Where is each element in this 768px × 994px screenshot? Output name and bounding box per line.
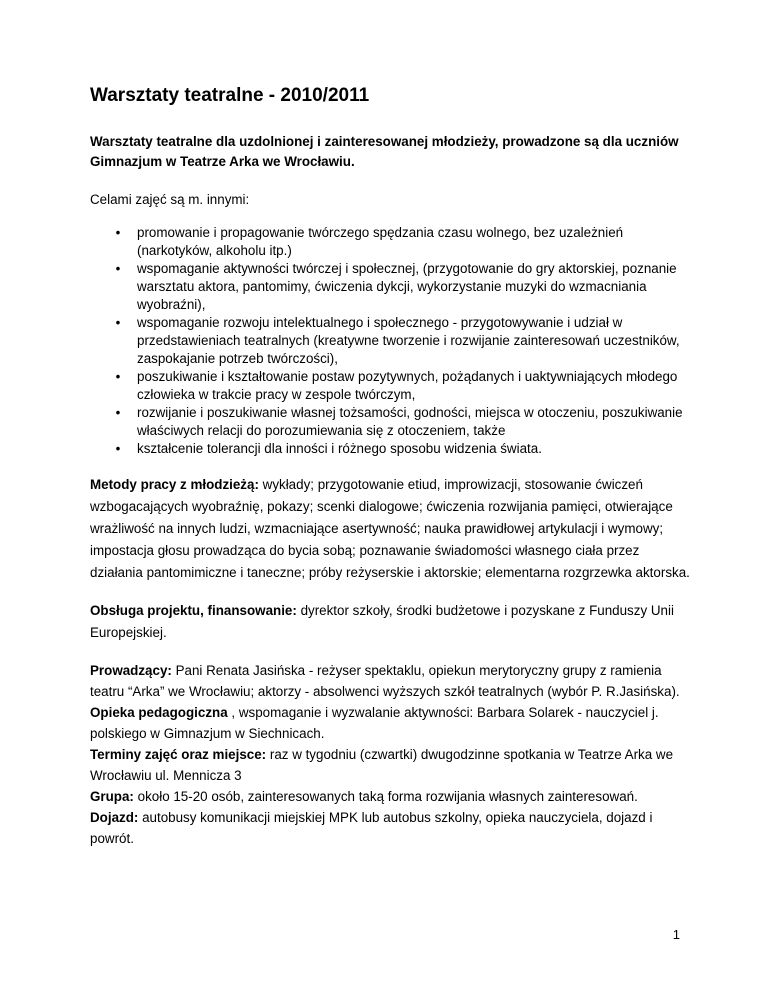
- care-label: Opieka pedagogiczna: [90, 705, 228, 720]
- funding-label: Obsługa projektu, finansowanie:: [90, 603, 297, 618]
- goals-lead: Celami zajęć są m. innymi:: [90, 192, 250, 207]
- methods-label: Metody pracy z młodzieżą:: [90, 477, 259, 492]
- schedule-label: Terminy zajęć oraz miejsce:: [90, 747, 267, 762]
- bullet-icon: •: [115, 369, 121, 384]
- list-item-text: rozwijanie i poszukiwanie własnej tożsamości, godności, miejsca w otoczeniu, poszukiwanie właściwych relacji do porozumiewania się z otoczeniem, także: [137, 405, 683, 438]
- list-item: [90, 260, 690, 314]
- commute-text: autobusy komunikacji miejskiej MPK lub autobus szkolny, opieka nauczyciela, dojazd i powrót.: [90, 810, 653, 846]
- care-text: , wspomaganie i wyzwalanie aktywności: Barbara Solarek - nauczyciel j. polskiego w Gimnazjum w Siechnicach.: [90, 705, 659, 741]
- bullet-icon: •: [115, 441, 121, 456]
- bullet-icon: •: [115, 261, 121, 276]
- list-item: [90, 440, 690, 458]
- leaders-text: Pani Renata Jasińska - reżyser spektaklu, opiekun merytoryczny grupy z ramienia teatru “Arka” we Wrocławiu; aktorzy - absolwenci wyższych szkół teatralnych (wybór P. R.Jasińska).: [90, 663, 680, 699]
- schedule-paragraph: [90, 744, 690, 786]
- list-item-text: wspomaganie aktywności twórczej i społecznej, (przygotowanie do gry aktorskiej, poznanie warsztatu aktora, pantomimy, ćwiczenia dykcji, wykorzystanie muzyki do wzmacniania wyobraźni),: [137, 261, 677, 312]
- group-label: Grupa:: [90, 789, 134, 804]
- bullet-icon: •: [115, 405, 121, 420]
- list-item: [90, 368, 690, 404]
- methods-paragraph: [90, 474, 690, 584]
- list-item-text: poszukiwanie i kształtowanie postaw pozytywnych, pożądanych i uaktywniających młodego człowieka w trakcie pracy w zespole twórczym,: [137, 369, 678, 402]
- list-item-text: kształcenie tolerancji dla inności i różnego sposobu widzenia świata.: [137, 441, 542, 456]
- goals-list: [90, 224, 690, 458]
- list-item: [90, 314, 690, 368]
- bullet-icon: •: [115, 225, 121, 240]
- document-title: Warsztaty teatralne - 2010/2011: [90, 85, 370, 106]
- group-paragraph: [90, 786, 690, 807]
- list-item-text: promowanie i propagowanie twórczego spędzania czasu wolnego, bez uzależnień (narkotyków, alkoholu itp.): [137, 225, 624, 258]
- care-paragraph: [90, 702, 690, 744]
- methods-text: wykłady; przygotowanie etiud, improwizacji, stosowanie ćwiczeń wzbogacających wyobraźnię, pokazy; scenki dialogowe; ćwiczenia rozwijania pamięci, otwierające wrażliwość na innych ludzi, wzmacniające asertywność; nauka prawidłowej artykulacji i wymowy; impostacja głosu prowadząca do bycia sobą; poznawanie świadomości własnego ciała przez działania pantomimiczne i taneczne; próby reżyserskie i aktorskie; elementarna rozgrzewka aktorska.: [90, 477, 690, 580]
- leaders-paragraph: [90, 660, 690, 702]
- leaders-label: Prowadzący:: [90, 663, 172, 678]
- list-item-text: wspomaganie rozwoju intelektualnego i społecznego - przygotowywanie i udział w przedstawieniach teatralnych (kreatywne tworzenie i rozwijanie zainteresowań uczestników, zaspokajanie potrzeb twórczości),: [137, 315, 680, 366]
- list-item: [90, 224, 690, 260]
- document-body: [90, 83, 690, 849]
- commute-paragraph: [90, 807, 690, 849]
- commute-label: Dojazd:: [90, 810, 139, 825]
- funding-paragraph: [90, 600, 690, 644]
- list-item: [90, 404, 690, 440]
- schedule-text: raz w tygodniu (czwartki) dwugodzinne spotkania w Teatrze Arka we Wrocławiu ul. Mennicza 3: [90, 747, 674, 783]
- page-number: 1: [672, 927, 680, 942]
- intro-paragraph: Warsztaty teatralne dla uzdolnionej i zainteresowanej młodzieży, prowadzone są dla uczniów Gimnazjum w Teatrze Arka we Wrocławiu.: [90, 134, 679, 169]
- funding-text: dyrektor szkoły, środki budżetowe i pozyskane z Funduszy Unii Europejskiej.: [90, 603, 674, 640]
- group-text: około 15-20 osób, zainteresowanych taką forma rozwijania własnych zainteresowań.: [133, 789, 638, 804]
- bullet-icon: •: [115, 315, 121, 330]
